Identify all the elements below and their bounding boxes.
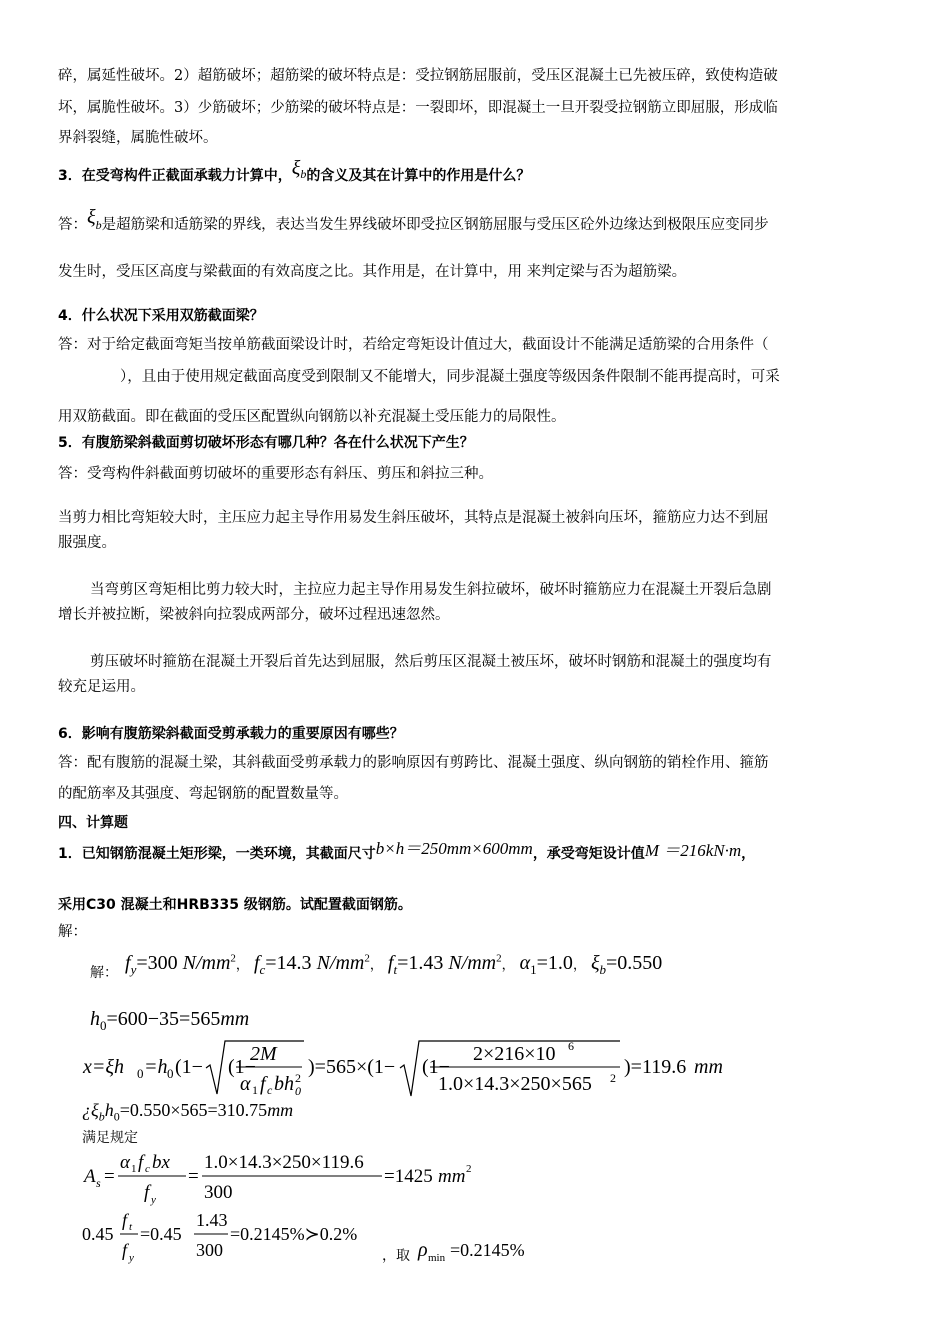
answer-5-line-7: 较充足运用。 (58, 679, 145, 695)
question-5: 5．有腹筋梁斜截面剪切破坏形态有哪几种？各在什么状况下产生？ (58, 435, 474, 451)
parameters-formula: $f_y=300$ $N/mm^2$， $f_c=14.3$ $N/mm^2$， $f_t=1.43$ $N/mm^2$， $\alpha_1=1.0$， $\xi_b=0.550$ (125, 952, 663, 977)
result-1: )=565×(1− (308, 1056, 396, 1078)
answer-3-line-2: 发生时，受压区高度与梁截面的有效高度之比。其作用是，在计算中，用 来判定梁与否为超筋梁。 (58, 264, 687, 280)
h0-formula: $h_0=600-35=565mm$ (90, 1008, 250, 1033)
question-4: 4．什么状况下采用双筋截面梁？ (58, 308, 264, 324)
paragraph-line: 坏，属脆性破坏。3）少筋破坏；少筋梁的破坏特点是：一裂即坏，即混凝土一旦开裂受拉钢筋立即屈服，形成临 (58, 100, 778, 116)
paragraph-line: 碎，属延性破坏。2）超筋破坏；超筋梁的破坏特点是：受拉钢筋屈服前，受压区混凝土已先被压碎，致使构造破 (58, 68, 778, 84)
x-lhs: x=ξh (83, 1056, 124, 1078)
den-f: f (260, 1073, 266, 1095)
rho-coef: 0.45 (82, 1224, 114, 1244)
rho-result: =0.2145%≻0.2% (230, 1224, 358, 1244)
as-symbol: A (84, 1166, 96, 1187)
numerator-2: 2×216×10 (473, 1043, 556, 1065)
den-sub-0: 0 (295, 1084, 301, 1098)
solution-label-2: 解： (90, 966, 118, 981)
answer-4-line-2: ），且由于使用规定截面高度受到限制又不能增大，同步混凝土强度等级因条件限制不能再提高时，可采 (120, 369, 780, 385)
rho-min-value: =0.2145% (450, 1240, 525, 1260)
answer-4-line-1: 答：对于给定截面弯矩当按单筋截面梁设计时，若给定弯矩设计值过大，截面设计不能满足适筋梁的合用条件（ (58, 337, 769, 353)
den-f: f (144, 1182, 150, 1203)
x-formula (80, 1038, 740, 1100)
num-values: 1.0×14.3×250×119.6 (204, 1152, 364, 1173)
rho-sub-min: min (428, 1252, 446, 1264)
answer-6-line-1: 答：配有腹筋的混凝土梁，其斜截面受剪承载力的影响原因有剪跨比、混凝土强度、纵向钢筋的销栓作用、箍筋 (58, 755, 769, 771)
rho-num-value: 1.43 (196, 1210, 228, 1230)
answer-5-line-6: 剪压破坏时箍筋在混凝土开裂后首先达到屈服，然后剪压区混凝土被压坏，破坏时钢筋和混凝土的强度均有 (90, 654, 772, 670)
satisfied-text: 满足规定 (82, 1130, 138, 1146)
as-formula (80, 1148, 500, 1206)
question-6: 6．影响有腹筋梁斜截面受剪承载力的重要原因有哪些？ (58, 726, 404, 742)
one-minus: (1− (175, 1056, 203, 1078)
den-sub-1: 1 (252, 1083, 258, 1097)
section-heading: 四、计算题 (58, 815, 128, 831)
eq-1: = (104, 1166, 115, 1187)
den-bh: bh (274, 1073, 294, 1095)
radicand-one-minus-2: (1− (422, 1056, 450, 1078)
as-sub: s (96, 1176, 101, 1190)
num-f: f (138, 1152, 144, 1173)
rho-coef-2: =0.45 (140, 1224, 182, 1244)
answer-5-line-3: 服强度。 (58, 535, 116, 551)
den-alpha: α (240, 1073, 251, 1095)
den-300: 300 (204, 1182, 233, 1203)
question-3: 3．在受弯构件正截面承载力计算中，$\xi_b$的含义及其在计算中的作用是什么？ (58, 157, 531, 184)
answer-5-line-1: 答：受弯构件斜截面剪切破坏的重要形态有斜压、剪压和斜拉三种。 (58, 466, 493, 482)
sup-6: 6 (568, 1039, 574, 1053)
radicand-one-minus: (1− (228, 1056, 256, 1078)
rho-num-sub-t: t (129, 1221, 133, 1233)
den-sub-c: c (267, 1083, 273, 1097)
rho-symbol: ρ (418, 1239, 428, 1261)
den-sup-2: 2 (295, 1071, 301, 1085)
solution-label: 解： (58, 924, 87, 940)
unit-mm: mm (694, 1056, 723, 1078)
answer-3-line-1: 答：$\xi_b$是超筋梁和适筋梁的界线，表达当发生界线破坏即受拉区钢筋屈服与受压区砼外边缘达到极限压应变同步 (58, 206, 769, 233)
num-alpha: α (120, 1152, 130, 1173)
sub-0: 0 (137, 1066, 144, 1081)
den-sub-y: y (151, 1194, 156, 1206)
answer-6-line-2: 的配筋率及其强度、弯起钢筋的配置数量等。 (58, 786, 348, 802)
eq-2: = (188, 1166, 199, 1187)
denominator-2: 1.0×14.3×250×565 (438, 1073, 592, 1095)
calc-problem-1-line-2: 采用C30 混凝土和HRB335 级钢筋。试配置截面钢筋。 (58, 897, 412, 913)
rho-den-sub-y: y (129, 1252, 134, 1264)
as-sup-2: 2 (466, 1163, 472, 1175)
num-sub-1: 1 (131, 1163, 137, 1175)
rho-num-f: f (122, 1210, 128, 1230)
numerator-2m: 2M (250, 1043, 277, 1065)
rho-formula (80, 1206, 560, 1268)
result-2: )=119.6 (624, 1056, 687, 1078)
rho-den-value: 300 (196, 1240, 223, 1260)
answer-4-line-3: 用双筋截面。即在截面的受压区配置纵向钢筋以补充混凝土受压能力的局限性。 (58, 409, 566, 425)
as-result: =1425 (384, 1166, 433, 1187)
answer-5-line-2: 当剪力相比弯矩较大时，主压应力起主导作用易发生斜压破坏，其特点是混凝土被斜向压坏，箍筋应力达不到屈 (58, 510, 769, 526)
num-bx: bx (152, 1152, 170, 1173)
take-text: ，取 (382, 1248, 410, 1264)
answer-5-line-5: 增长并被拉断，梁被斜向拉裂成两部分，破坏过程迅速忽然。 (58, 607, 450, 623)
sub-0: 0 (167, 1066, 174, 1081)
rho-den-f: f (122, 1240, 128, 1260)
num-sub-c: c (145, 1163, 150, 1175)
as-unit: mm (438, 1166, 466, 1187)
xi-b-check: ¿$\xi_bh_0=0.550\times 565=310.75mm$ (82, 1100, 294, 1124)
calc-problem-1-line-1: 1．已知钢筋混凝土矩形梁，一类环境，其截面尺寸b×h＝250mm×600mm，承受弯矩设计值M ＝216kN·m， (58, 839, 756, 862)
paragraph-line: 界斜裂缝，属脆性破坏。 (58, 130, 218, 146)
answer-5-line-4: 当弯剪区弯矩相比剪力较大时，主拉应力起主导作用易发生斜拉破坏，破坏时箍筋应力在混凝土开裂后急剧 (90, 582, 772, 598)
sup-2: 2 (610, 1071, 616, 1085)
x-mid: =h (144, 1056, 168, 1078)
